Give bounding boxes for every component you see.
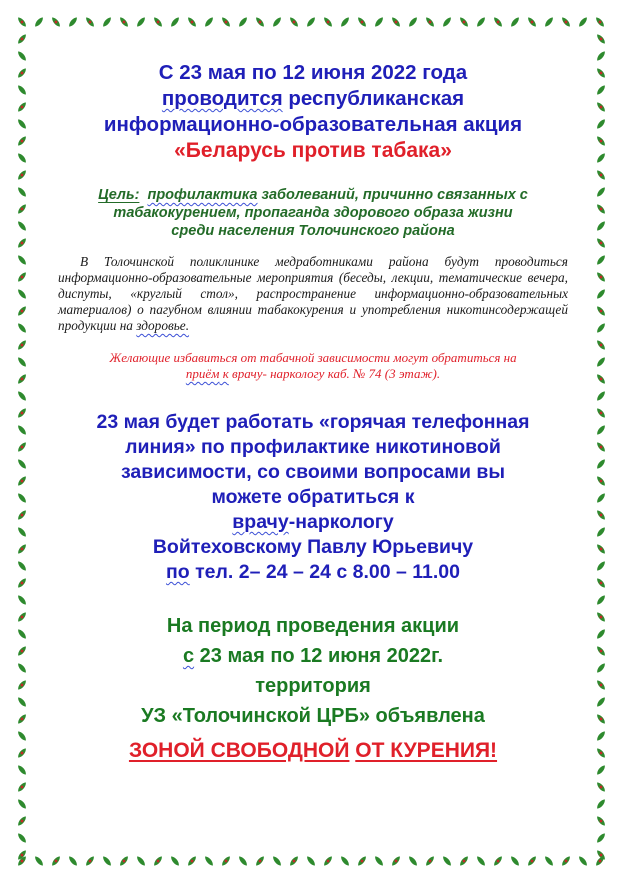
border-leaf-icon	[577, 855, 588, 867]
border-leaf-icon	[339, 855, 350, 867]
border-leaf-icon	[16, 458, 27, 470]
border-leaf-icon	[16, 50, 27, 62]
border-leaf-icon	[16, 730, 27, 742]
border-leaf-icon	[595, 339, 606, 351]
border-leaf-icon	[595, 220, 606, 232]
hotline-line-5	[58, 510, 568, 535]
body-paragraph	[58, 254, 568, 334]
border-leaf-icon	[595, 441, 606, 453]
border-leaf-icon	[595, 373, 606, 385]
border-leaf-icon	[16, 203, 27, 215]
border-leaf-icon	[50, 855, 61, 867]
border-leaf-icon	[16, 305, 27, 317]
border-leaf-icon	[271, 855, 282, 867]
border-leaf-icon	[390, 16, 401, 28]
border-leaf-icon	[356, 16, 367, 28]
border-leaf-icon	[595, 101, 606, 113]
border-leaf-icon	[595, 50, 606, 62]
border-leaf-icon	[560, 855, 571, 867]
border-leaf-icon	[595, 526, 606, 538]
border-leaf-icon	[543, 16, 554, 28]
border-leaf-icon	[595, 594, 606, 606]
border-leaf-icon	[16, 67, 27, 79]
border-leaf-icon	[595, 152, 606, 164]
header-underlined-word: проводится	[161, 87, 283, 110]
border-leaf-icon	[16, 424, 27, 436]
border-leaf-icon	[186, 16, 197, 28]
border-leaf-icon	[441, 855, 452, 867]
border-leaf-icon	[595, 458, 606, 470]
body-text-main: В Толочинской поликлинике медработниками района будут проводиться информационно-образовательные мероприятия (беседы, лекции, тематические вечера, диспуты, «круглый стол», распространение информационно-образовательных материалов) о пагубном влиянии табакокурения и употребления никотинсодержащей продукции на	[58, 254, 568, 333]
border-leaf-icon	[16, 220, 27, 232]
border-leaf-icon	[595, 679, 606, 691]
border-leaf-icon	[16, 373, 27, 385]
border-leaf-icon	[16, 288, 27, 300]
border-leaf-icon	[441, 16, 452, 28]
border-leaf-icon	[16, 339, 27, 351]
border-leaf-icon	[492, 855, 503, 867]
border-leaf-icon	[595, 169, 606, 181]
border-leaf-icon	[407, 16, 418, 28]
border-leaf-icon	[595, 509, 606, 521]
goal-line-2: табакокурением, пропаганда здорового образа жизни	[113, 205, 513, 221]
goal-label: Цель:	[98, 187, 140, 203]
border-leaf-icon	[424, 16, 435, 28]
zone-part-2: ОТ КУРЕНИЯ!	[355, 739, 498, 762]
border-leaf-icon	[16, 713, 27, 725]
border-leaf-icon	[595, 424, 606, 436]
border-leaf-icon	[595, 815, 606, 827]
border-leaf-icon	[595, 611, 606, 623]
border-leaf-icon	[16, 492, 27, 504]
border-leaf-icon	[594, 16, 605, 28]
border-leaf-icon	[595, 271, 606, 283]
border-leaf-icon	[118, 16, 129, 28]
border-leaf-icon	[595, 33, 606, 45]
hotline-line-4: можете обратиться к	[211, 486, 415, 508]
border-leaf-icon	[595, 560, 606, 572]
goal-line-1-rest: заболеваний, причинно связанных с	[257, 187, 528, 203]
border-leaf-icon	[254, 16, 265, 28]
border-leaf-icon	[16, 662, 27, 674]
note-underlined-1: приём	[185, 366, 220, 381]
border-leaf-icon	[595, 747, 606, 759]
border-leaf-icon	[475, 855, 486, 867]
border-leaf-icon	[16, 747, 27, 759]
border-leaf-icon	[16, 611, 27, 623]
hotline-line-3: зависимости, со своими вопросами вы	[121, 461, 505, 483]
border-leaf-icon	[254, 855, 265, 867]
border-leaf-icon	[595, 628, 606, 640]
border-leaf-icon	[595, 203, 606, 215]
border-leaf-icon	[390, 855, 401, 867]
border-leaf-icon	[16, 526, 27, 538]
border-leaf-icon	[16, 696, 27, 708]
border-leaf-icon	[595, 662, 606, 674]
border-leaf-icon	[135, 16, 146, 28]
border-leaf-icon	[152, 16, 163, 28]
border-leaf-icon	[305, 855, 316, 867]
border-leaf-icon	[16, 475, 27, 487]
hotline-section	[58, 410, 568, 585]
border-leaf-icon	[595, 730, 606, 742]
border-leaf-icon	[101, 855, 112, 867]
border-leaf-icon	[595, 781, 606, 793]
hotline-line-7	[58, 560, 568, 585]
border-leaf-icon	[16, 441, 27, 453]
border-leaf-icon	[16, 33, 27, 45]
border-leaf-icon	[50, 16, 61, 28]
border-leaf-icon	[339, 16, 350, 28]
goal-line-1	[58, 186, 568, 204]
border-leaf-icon	[560, 16, 571, 28]
note-line-2-rest: врачу- наркологу каб. № 74 (3 этаж).	[228, 366, 441, 381]
note-underlined-2: к	[219, 366, 229, 381]
border-leaf-icon	[373, 16, 384, 28]
border-leaf-icon	[186, 855, 197, 867]
border-leaf-icon	[237, 16, 248, 28]
border-leaf-icon	[16, 84, 27, 96]
border-leaf-icon	[16, 101, 27, 113]
border-leaf-icon	[322, 16, 333, 28]
border-leaf-icon	[322, 855, 333, 867]
border-leaf-icon	[595, 288, 606, 300]
border-leaf-icon	[203, 855, 214, 867]
border-leaf-icon	[356, 855, 367, 867]
border-leaf-icon	[595, 798, 606, 810]
border-leaf-icon	[16, 543, 27, 555]
period-section	[58, 611, 568, 731]
border-leaf-icon	[152, 855, 163, 867]
border-leaf-icon	[16, 118, 27, 130]
border-leaf-icon	[271, 16, 282, 28]
border-leaf-icon	[16, 798, 27, 810]
goal-underlined-word: профилактика	[147, 187, 258, 203]
border-leaf-icon	[305, 16, 316, 28]
campaign-title: «Беларусь против табака»	[174, 139, 452, 162]
period-line-4: УЗ «Толочинской ЦРБ» объявлена	[141, 705, 485, 727]
border-leaf-icon	[16, 628, 27, 640]
border-leaf-icon	[16, 832, 27, 844]
border-leaf-icon	[203, 16, 214, 28]
border-leaf-icon	[135, 855, 146, 867]
border-leaf-icon	[169, 855, 180, 867]
border-leaf-icon	[595, 764, 606, 776]
border-leaf-icon	[169, 16, 180, 28]
border-leaf-icon	[84, 855, 95, 867]
hotline-line-6: Войтеховскому Павлу Юрьевичу	[152, 536, 474, 558]
border-leaf-icon	[475, 16, 486, 28]
hotline-line-5-rest: -наркологу	[288, 511, 394, 533]
border-leaf-icon	[595, 475, 606, 487]
border-leaf-icon	[595, 135, 606, 147]
border-leaf-icon	[458, 16, 469, 28]
border-leaf-icon	[16, 271, 27, 283]
border-leaf-icon	[595, 186, 606, 198]
period-line-2	[58, 641, 568, 671]
content	[58, 60, 568, 765]
border-leaf-icon	[237, 855, 248, 867]
border-leaf-icon	[16, 577, 27, 589]
border-leaf-icon	[509, 855, 520, 867]
border-leaf-icon	[118, 855, 129, 867]
border-leaf-icon	[16, 16, 27, 28]
hotline-line-1: 23 мая будет работать «горячая телефонная	[96, 411, 530, 433]
border-leaf-icon	[595, 645, 606, 657]
border-leaf-icon	[16, 407, 27, 419]
border-leaf-icon	[595, 407, 606, 419]
border-leaf-icon	[67, 855, 78, 867]
border-leaf-icon	[288, 16, 299, 28]
note-line-1: Желающие избавиться от табачной зависимости могут обратиться на	[109, 350, 517, 365]
border-leaf-icon	[595, 322, 606, 334]
zone-part-1: ЗОНОЙ СВОБОДНОЙ	[128, 739, 350, 762]
border-leaf-icon	[16, 815, 27, 827]
border-leaf-icon	[101, 16, 112, 28]
border-leaf-icon	[373, 855, 384, 867]
border-leaf-icon	[16, 152, 27, 164]
border-leaf-icon	[543, 855, 554, 867]
border-leaf-icon	[595, 713, 606, 725]
border-leaf-icon	[220, 855, 231, 867]
header-line-2-rest: республиканская	[282, 87, 465, 110]
border-leaf-icon	[595, 356, 606, 368]
border-leaf-icon	[595, 84, 606, 96]
goal-section	[58, 186, 568, 240]
border-leaf-icon	[16, 781, 27, 793]
smoke-free-zone	[58, 737, 568, 765]
goal-line-3: среди населения Толочинского района	[171, 223, 455, 239]
period-underlined: с	[182, 645, 195, 667]
border-leaf-icon	[16, 679, 27, 691]
border-leaf-icon	[67, 16, 78, 28]
border-leaf-icon	[220, 16, 231, 28]
border-leaf-icon	[16, 254, 27, 266]
border-leaf-icon	[577, 16, 588, 28]
border-leaf-icon	[33, 855, 44, 867]
border-leaf-icon	[407, 855, 418, 867]
border-leaf-icon	[16, 169, 27, 181]
border-leaf-icon	[16, 645, 27, 657]
period-line-2-rest: 23 мая по 12 июня 2022г.	[194, 645, 444, 667]
border-leaf-icon	[16, 135, 27, 147]
border-leaf-icon	[526, 16, 537, 28]
border-leaf-icon	[595, 305, 606, 317]
border-leaf-icon	[16, 764, 27, 776]
border-leaf-icon	[595, 832, 606, 844]
border-leaf-icon	[16, 237, 27, 249]
border-leaf-icon	[424, 855, 435, 867]
border-leaf-icon	[595, 577, 606, 589]
border-leaf-icon	[595, 492, 606, 504]
border-leaf-icon	[595, 696, 606, 708]
hotline-phone-rest: тел. 2– 24 – 24 с 8.00 – 11.00	[189, 561, 460, 583]
border-leaf-icon	[33, 16, 44, 28]
header-line-3: информационно-образовательная акция	[103, 113, 523, 136]
border-leaf-icon	[16, 509, 27, 521]
border-leaf-icon	[458, 855, 469, 867]
border-leaf-icon	[16, 186, 27, 198]
border-leaf-icon	[595, 67, 606, 79]
border-leaf-icon	[16, 356, 27, 368]
header-line-1: С 23 мая по 12 июня 2022 года	[158, 61, 468, 84]
border-leaf-icon	[595, 254, 606, 266]
body-text-end: здоровье.	[136, 318, 190, 333]
period-line-3: территория	[255, 675, 371, 697]
period-line-1: На период проведения акции	[166, 615, 460, 637]
note-line-2	[58, 366, 568, 382]
border-leaf-icon	[595, 237, 606, 249]
border-leaf-icon	[595, 118, 606, 130]
border-leaf-icon	[16, 560, 27, 572]
border-leaf-icon	[509, 16, 520, 28]
note-section	[58, 350, 568, 382]
hotline-line-2: линия» по профилактике никотиновой	[125, 436, 501, 458]
border-leaf-icon	[84, 16, 95, 28]
border-leaf-icon	[288, 855, 299, 867]
hotline-phone-underlined: по	[166, 561, 190, 583]
hotline-underlined-word: врачу	[232, 511, 289, 533]
border-leaf-icon	[492, 16, 503, 28]
border-leaf-icon	[595, 390, 606, 402]
border-leaf-icon	[16, 390, 27, 402]
header-line-2	[58, 86, 568, 112]
border-leaf-icon	[526, 855, 537, 867]
border-leaf-icon	[595, 543, 606, 555]
border-leaf-icon	[16, 322, 27, 334]
border-leaf-icon	[16, 594, 27, 606]
header	[58, 60, 568, 164]
